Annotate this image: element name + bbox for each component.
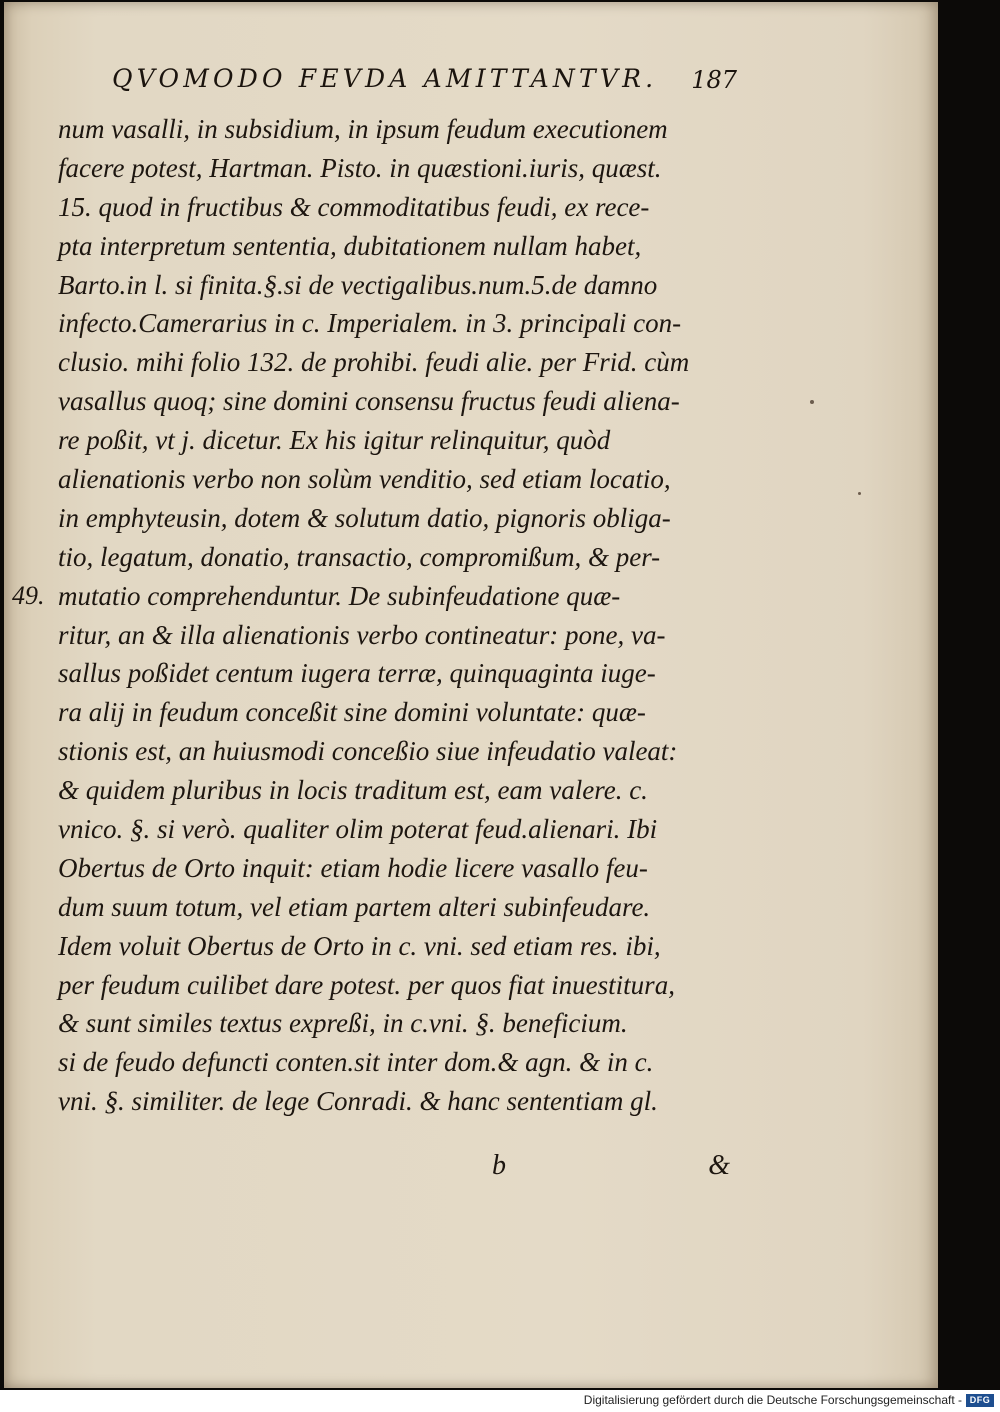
page-foot (112, 1140, 732, 1180)
text-line: ra alij in feudum conceßit sine domini voluntate: quæ- (58, 697, 646, 728)
text-line: infecto.Camerarius in c. Imperialem. in 3. principali con- (58, 308, 682, 339)
text-line: re poßit, vt j. dicetur. Ex his igitur relinquitur, quòd (58, 425, 611, 456)
text-line: pta interpretum sententia, dubitationem nullam habet, (58, 230, 642, 261)
paper-speck (858, 492, 861, 495)
catchword: & (708, 1150, 730, 1181)
text-line: clusio. mihi folio 132. de prohibi. feudi alie. per Frid. cùm (58, 347, 690, 378)
running-head (112, 64, 737, 104)
text-line: Obertus de Orto inquit: etiam hodie licere vasallo feu- (58, 852, 648, 883)
text-line: in emphyteusin, dotem & solutum datio, pignoris obliga- (58, 502, 671, 533)
text-line: si de feudo defuncti conten.sit inter dom.& agn. & in c. (58, 1047, 654, 1078)
paper-speck (810, 400, 814, 404)
page-number: 187 (691, 66, 737, 94)
footer-credit: Digitalisierung gefördert durch die Deutsche Forschungsgemeinschaft - (583, 1393, 962, 1407)
text-line: vnico. §. si verò. qualiter olim poterat feud.alienari. Ibi (58, 814, 658, 845)
book-page (4, 2, 938, 1388)
text-line: num vasalli, in subsidium, in ipsum feudum executionem (58, 114, 668, 144)
running-head-title: QVOMODO FEVDA AMITTANTVR. (112, 64, 658, 93)
text-line: 15. quod in fructibus & commoditatibus feudi, ex rece- (58, 191, 650, 222)
text-line: stionis est, an huiusmodi conceßio siue infeudatio valeat: (58, 736, 678, 767)
text-line (12, 577, 748, 616)
signature-mark: b (492, 1150, 506, 1181)
text-line: vni. §. similiter. de lege Conradi. & hanc sententiam gl. (58, 1086, 658, 1117)
text-line: tio, legatum, donatio, transactio, compromißum, & per- (58, 541, 661, 572)
text-line: per feudum cuilibet dare potest. per quos fiat inuestitura, (58, 969, 675, 1000)
dfg-logo-icon: DFG (966, 1394, 994, 1407)
text-line: & quidem pluribus in locis traditum est, eam valere. c. (58, 775, 648, 806)
text-line: vasallus quoq; sine domini consensu fructus feudi aliena- (58, 386, 680, 417)
text-line: alienationis verbo non solùm venditio, sed etiam locatio, (58, 464, 671, 495)
text-line-content: mutatio comprehenduntur. De subinfeudatione quæ- (58, 580, 621, 611)
text-line: ritur, an & illa alienationis verbo contineatur: pone, va- (58, 619, 666, 650)
digitization-footer (0, 1390, 1000, 1412)
text-line: & sunt similes textus expreßi, in c.vni. §. beneficium. (58, 1008, 628, 1039)
text-line: Barto.in l. si finita.§.si de vectigalibus.num.5.de damno (58, 269, 658, 300)
text-line: facere potest, Hartman. Pisto. in quæstioni.iuris, quæst. (58, 152, 662, 183)
margin-note-number: 49. (12, 580, 45, 610)
text-line: Idem voluit Obertus de Orto in c. vni. sed etiam res. ibi, (58, 930, 661, 961)
text-line: sallus poßidet centum iugera terræ, quinquaginta iuge- (58, 658, 656, 689)
body-text (12, 110, 748, 1121)
text-line: dum suum totum, vel etiam partem alteri subinfeudare. (58, 891, 651, 922)
